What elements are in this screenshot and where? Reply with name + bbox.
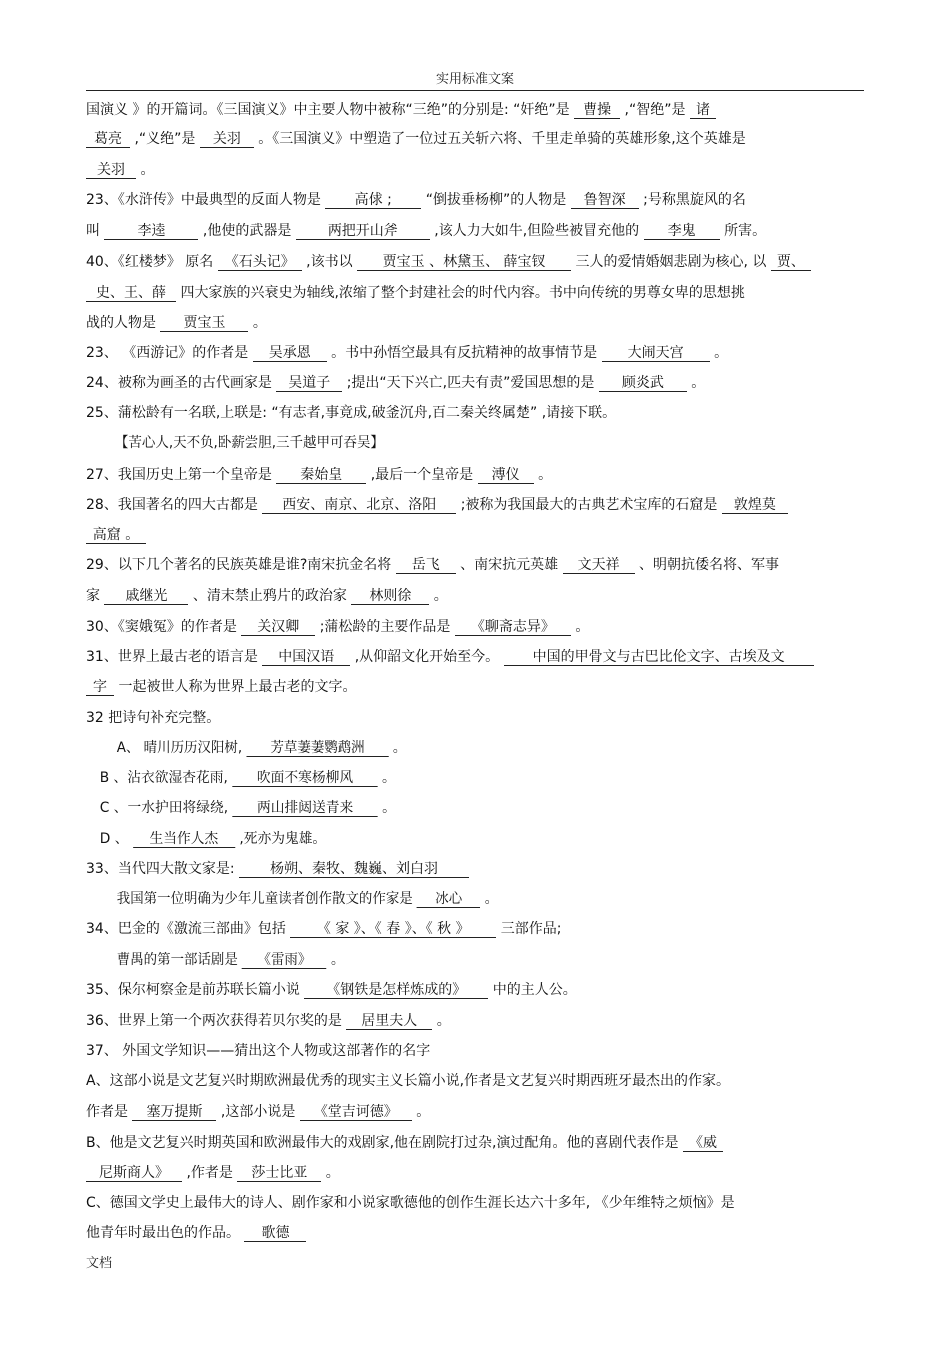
text-segment: 28、我国著名的四大古都是 [86,497,263,513]
text-segment: 。 [533,467,553,483]
answer-blank: 鲁智深 [571,192,639,209]
text-line [86,496,866,514]
text-segment: 24、被称为画圣的古代画家是 [86,375,277,391]
answer-blank: 西安、南京、北京、洛阳 [262,497,456,514]
text-line [86,1164,866,1182]
text-segment: ,“义绝”是 [130,131,200,147]
text-segment: ,他使的武器是 [198,223,296,239]
text-segment: 叫 [86,223,105,239]
answer-blank: 《 家 》、《 春 》、《 秋 》 [290,921,496,938]
text-line [86,1012,866,1030]
text-segment: 35、保尔柯察金是前苏联长篇小说 [86,982,305,998]
text-segment: 。 [709,345,729,361]
text-segment: ,该人力大如牛,但险些被冒充他的 [429,223,644,239]
answer-blank: 两把开山斧 [296,223,430,240]
text-segment: 。 [377,800,396,816]
answer-blank: 《堂吉诃德》 [300,1104,412,1121]
text-segment: A、 晴川历历汉阳树, [116,740,247,756]
answer-blank: 关羽 [200,131,254,148]
text-segment: 27、我国历史上第一个皇帝是 [86,467,277,483]
text-segment: B 、沾衣欲湿杏花雨, [99,770,233,786]
text-segment: 。 [411,1104,431,1120]
page-header: 实用标准文案 [435,72,514,87]
text-segment: ;蒲松龄的主要作品是 [315,619,455,635]
text-segment: ,从仰韶文化开始至今。 [350,649,504,665]
answer-blank: 大闹天宫 [602,345,710,362]
text-segment: ,这部小说是 [216,1104,300,1120]
answer-blank: 中国的甲骨文与古巴比伦文字、古埃及文 [504,649,814,666]
text-segment: 作者是 [86,1104,133,1120]
text-segment: 。 [377,770,396,786]
text-segment: ,“智绝”是 [620,102,690,118]
text-segment: 36、世界上第一个两次获得若贝尔奖的是 [86,1013,347,1029]
answer-blank: 敦煌莫 [722,497,788,514]
text-segment: 33、当代四大散文家是: [86,861,239,877]
text-line [86,556,866,574]
text-segment: 40、《红楼梦》 原名 [86,254,218,270]
text-segment: 三部作品; [496,921,562,937]
text-segment: 34、巴金的《激流三部曲》包括 [86,921,291,937]
answer-blank: 关汉卿 [241,619,315,636]
text-segment: 23、 《西游记》的作者是 [86,345,253,361]
text-line [86,951,866,969]
answer-blank: 贾、 [771,254,811,271]
answer-blank: 诸 [690,102,716,119]
answer-blank: 曹操 [574,102,620,119]
text-line [86,130,866,148]
text-segment: ;被称为我国最大的古典艺术宝库的石窟是 [456,497,722,513]
answer-blank: 吴道子 [276,375,342,392]
text-line [86,587,866,605]
text-line [86,678,866,696]
answer-blank: 李鬼 [644,223,720,240]
text-line [86,920,866,938]
answer-blank: 中国汉语 [262,649,350,666]
answer-blank: 居里夫人 [346,1013,432,1030]
text-line [86,161,866,179]
text-segment: 。 [326,952,345,968]
text-segment: 一起被世人称为世界上最古老的文字。 [114,679,357,695]
text-line [86,830,866,848]
text-segment: C 、一水护田将绿绕, [99,800,233,816]
answer-blank: 《雷雨》 [242,952,327,969]
text-segment: 。 [686,375,706,391]
text-line [86,1134,866,1152]
answer-blank: 史、王、薛 [86,285,176,302]
answer-blank: 溥仪 [478,467,534,484]
text-segment: 31、世界上最古老的语言是 [86,649,263,665]
text-segment: ,最后一个皇帝是 [366,467,478,483]
answer-blank: 贾宝玉 、林黛玉、 薛宝钗 [357,254,571,271]
text-segment: 四大家族的兴衰史为轴线,浓缩了整个封建社会的时代内容。书中向传统的男尊女卑的思想挑 [176,285,745,301]
text-line [86,101,866,119]
text-segment: 32 把诗句补充完整。 [86,710,221,726]
answer-blank: 塞万提斯 [132,1104,216,1121]
text-segment: 、明朝抗倭名将、军事 [634,557,780,573]
text-line [86,466,866,484]
answer-blank: 《威 [683,1135,723,1152]
text-line [86,404,866,422]
answer-blank: 杨朔、秦牧、魏巍、刘白羽 [239,861,469,878]
answer-blank: 莎士比亚 [237,1165,321,1182]
text-segment: ,死亦为鬼雄。 [234,831,327,847]
text-segment: 曹禺的第一部话剧是 [116,952,243,968]
answer-blank: 字 [86,679,114,696]
text-line [86,314,866,332]
text-segment: 。书中孙悟空最具有反抗精神的故事情节是 [326,345,602,361]
text-segment: ;号称黑旋风的名 [638,192,746,208]
text-segment: A、这部小说是文艺复兴时期欧洲最优秀的现实主义长篇小说,作者是文艺复兴时期西班牙最杰出的作家。 [86,1073,731,1089]
answer-blank: 贾宝玉 [160,315,248,332]
text-segment: 。 [136,162,155,178]
text-segment: 【苦心人,天不负,卧薪尝胆,三千越甲可吞吴】 [114,435,384,451]
text-segment: “倒拔垂杨柳”的人物是 [421,192,571,208]
answer-blank: 林则徐 [351,588,429,605]
answer-blank: 岳飞 [396,557,456,574]
text-segment: 37、 外国文学知识——猜出这个人物或这部著作的名字 [86,1043,431,1059]
text-line [86,1224,866,1242]
text-line [86,374,866,392]
text-segment: 我国第一位明确为少年儿童读者创作散文的作家是 [116,891,418,907]
text-line [86,434,866,452]
answer-blank: 两山排闼送青来 [232,800,377,817]
answer-blank: 秦始皇 [276,467,366,484]
text-segment: 、南宋抗元英雄 [455,557,563,573]
text-segment: 。 [432,1013,451,1029]
text-line [86,739,866,757]
text-line [86,769,866,787]
text-segment: ;提出“天下兴亡,匹夫有责”爱国思想的是 [342,375,599,391]
text-segment: 、清末禁止鸦片的政治家 [188,588,352,604]
text-segment: 。 [388,740,407,756]
text-segment: 国演义 》的开篇词。《三国演义》中主要人物中被称“三绝”的分别是: “奸绝”是 [86,102,575,118]
answer-blank: 尼斯商人》 [86,1165,182,1182]
text-line [86,191,866,209]
answer-blank: 吴承恩 [253,345,327,362]
page-footer: 文档 [86,1256,113,1271]
answer-blank: 李逵 [104,223,198,240]
text-segment: 29、以下几个著名的民族英雄是谁?南宋抗金名将 [86,557,396,573]
text-line [86,648,866,666]
text-segment: ,该书以 [301,254,358,270]
answer-blank: 高俅 ; [325,192,421,209]
answer-blank: 戚继光 [104,588,188,605]
text-line [86,799,866,817]
text-segment: 中的主人公。 [488,982,577,998]
text-segment: D 、 [99,831,133,847]
text-segment: 。 [321,1165,340,1181]
text-segment: 23、《水浒传》中最典型的反面人物是 [86,192,326,208]
answer-blank: 芳草萋萋鹦鹉洲 [246,740,388,757]
answer-blank: 吹面不寒杨柳风 [232,770,377,787]
text-segment: B、他是文艺复兴时期英国和欧洲最伟大的戏剧家,他在剧院打过杂,演过配角。他的喜剧代表作是 [86,1135,683,1151]
text-segment: 所害。 [719,223,767,239]
text-segment: 。 [570,619,590,635]
text-segment: 。 [429,588,448,604]
answer-blank: 《聊斋志异》 [455,619,571,636]
text-segment: 25、蒲松龄有一名联,上联是: “有志者,事竟成,破釜沉舟,百二秦关终属楚” ,请接下联。 [86,405,617,421]
text-line [86,1072,866,1090]
answer-blank: 歌德 [244,1225,306,1242]
answer-blank: 冰心 [417,891,480,908]
text-line [86,1194,866,1212]
text-segment: 三人的爱情婚姻悲剧为核心, 以 [571,254,771,270]
text-segment: 战的人物是 [86,315,161,331]
text-line [86,526,866,544]
answer-blank: 《钢铁是怎样炼成的》 [304,982,488,999]
answer-blank: 生当作人杰 [133,831,235,848]
text-segment: 。《三国演义》中塑造了一位过五关斩六将、千里走单骑的英雄形象,这个英雄是 [253,131,746,147]
text-line [86,1103,866,1121]
answer-blank: 顾炎武 [599,375,687,392]
text-line [86,860,866,878]
text-line [86,284,866,302]
answer-blank: 关羽 [86,162,136,179]
header-rule [86,90,864,91]
answer-blank: 文天祥 [563,557,635,574]
answer-blank: 高窟 。 [86,527,146,544]
text-segment: 家 [86,588,105,604]
text-line [86,344,866,362]
text-segment: 。 [480,891,499,907]
text-line [86,709,866,727]
text-segment: ,作者是 [182,1165,238,1181]
text-segment: C、德国文学史上最伟大的诗人、剧作家和小说家歌德他的创作生涯长达六十多年, 《少年维特之烦恼》是 [86,1195,735,1211]
text-line [86,618,866,636]
text-line [86,253,866,271]
text-line [86,222,866,240]
text-line [86,1042,866,1060]
text-line [86,890,866,908]
answer-blank: 葛亮 [86,131,130,148]
text-segment: 。 [248,315,267,331]
answer-blank: 《石头记》 [218,254,302,271]
text-segment: 30、《窦娥冤》的作者是 [86,619,242,635]
text-line [86,981,866,999]
text-segment: 他青年时最出色的作品。 [86,1225,245,1241]
